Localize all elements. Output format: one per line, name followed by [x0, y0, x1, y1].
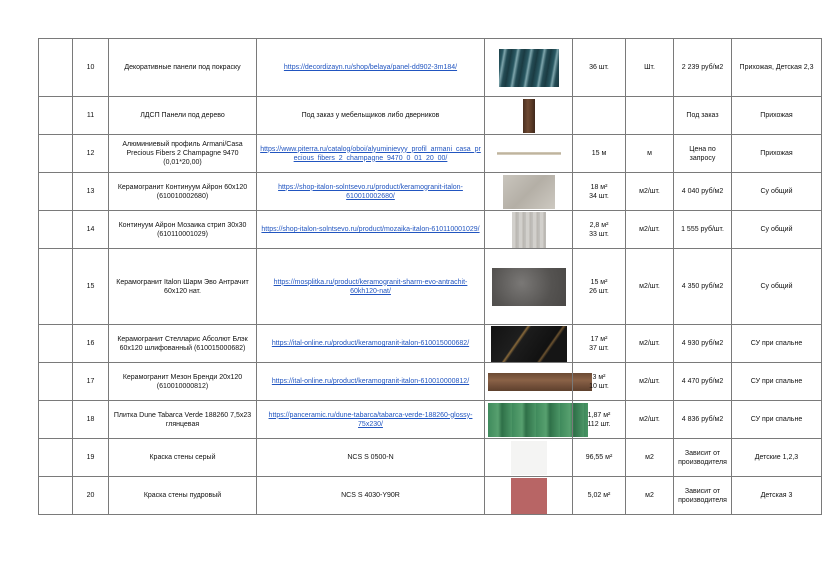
- blank-cell: [39, 439, 73, 477]
- link-cell: [257, 439, 485, 477]
- row-number: 10: [73, 39, 109, 97]
- price-cell: 2 239 руб/м2: [674, 39, 732, 97]
- quantity-line: 34 шт.: [589, 192, 609, 200]
- table-row: [39, 325, 822, 363]
- material-name: Декоративные панели под покраску: [109, 39, 257, 97]
- quantity-cell: [573, 325, 626, 363]
- aluminium-profile-swatch: [497, 152, 561, 155]
- swatch-cell: [485, 325, 573, 363]
- quantity-line: 96,55 м²: [585, 454, 613, 461]
- quantity-line: 10 шт.: [589, 382, 609, 390]
- material-name: Алюминиевый профиль Armani/Casa Precious Fibers 2 Champagne 9470 (0,01*20,00): [109, 135, 257, 173]
- material-name: Краска стены серый: [109, 439, 257, 477]
- blank-cell: [39, 135, 73, 173]
- material-name: Керамогранит Мезон Бренди 20х120 (610010000812): [109, 363, 257, 401]
- quantity-line: 112 шт.: [587, 420, 611, 428]
- price-cell: 1 555 руб/шт.: [674, 211, 732, 249]
- swatch-cell: [485, 401, 573, 439]
- link-cell[interactable]: [257, 401, 485, 439]
- product-link[interactable]: https://decordizayn.ru/shop/belaya/panel-dd902-3m184/: [283, 64, 458, 71]
- room-cell: Детские 1,2,3: [732, 439, 822, 477]
- quantity-cell: [573, 363, 626, 401]
- table-row: [39, 249, 822, 325]
- room-cell: Прихожая: [732, 97, 822, 135]
- link-cell: [257, 477, 485, 515]
- table-row: [39, 97, 822, 135]
- material-name: Керамогранит Italon Шарм Эво Антрачит 60х120 нат.: [109, 249, 257, 325]
- room-cell: СУ при спальне: [732, 363, 822, 401]
- blank-cell: [39, 39, 73, 97]
- unit-cell: м2: [626, 439, 674, 477]
- material-name: Керамогранит Континуум Айрон 60х120 (610010002680): [109, 173, 257, 211]
- link-cell[interactable]: [257, 325, 485, 363]
- material-name: Краска стены пудровый: [109, 477, 257, 515]
- product-link[interactable]: https://shop-italon-solntsevo.ru/product/keramogranit-italon-610010002680/: [278, 183, 463, 200]
- wood-panel-swatch: [523, 99, 535, 133]
- swatch-cell: [485, 477, 573, 515]
- price-cell: 4 836 руб/м2: [674, 401, 732, 439]
- price-cell: 4 040 руб/м2: [674, 173, 732, 211]
- swatch-cell: [485, 363, 573, 401]
- table-row: [39, 477, 822, 515]
- table-row: [39, 173, 822, 211]
- quantity-line: 33 шт.: [589, 230, 609, 238]
- swatch-cell: [485, 211, 573, 249]
- row-number: 16: [73, 325, 109, 363]
- table-row: [39, 401, 822, 439]
- blank-cell: [39, 249, 73, 325]
- quantity-cell: [573, 135, 626, 173]
- blank-cell: [39, 211, 73, 249]
- quantity-cell: [573, 401, 626, 439]
- row-number: 18: [73, 401, 109, 439]
- anthracite-tile-swatch: [492, 268, 566, 306]
- unit-cell: м2/шт.: [626, 325, 674, 363]
- color-code: NCS S 4030-Y90R: [341, 492, 400, 499]
- quantity-line: 37 шт.: [589, 344, 609, 352]
- material-name: Плитка Dune Tabarca Verde 188260 7,5х23 глянцевая: [109, 401, 257, 439]
- quantity-line: 15 м: [591, 150, 607, 157]
- quantity-line: 5,02 м²: [587, 492, 611, 499]
- link-cell[interactable]: [257, 39, 485, 97]
- material-name: Континуум Айрон Мозаика стрип 30х30 (610110001029): [109, 211, 257, 249]
- room-cell: Прихожая: [732, 135, 822, 173]
- unit-cell: [626, 97, 674, 135]
- order-note: Под заказ у мебельщиков либо дверников: [301, 112, 440, 119]
- swatch-cell: [485, 97, 573, 135]
- swatch-cell: [485, 173, 573, 211]
- quantity-line: 1,87 м²: [587, 411, 611, 419]
- swatch-cell: [485, 135, 573, 173]
- grey-paint-swatch: [511, 441, 547, 475]
- black-marble-swatch: [491, 326, 567, 362]
- price-cell: 4 470 руб/м2: [674, 363, 732, 401]
- link-cell[interactable]: [257, 363, 485, 401]
- quantity-line: 2,8 м²: [589, 221, 609, 229]
- swatch-cell: [485, 249, 573, 325]
- product-link[interactable]: https://ital-online.ru/product/keramogranit-italon-610015000682/: [271, 340, 470, 347]
- product-link[interactable]: https://panceramic.ru/dune-tabarca/tabarca-verde-188260-glossy-75x230/: [268, 411, 473, 428]
- link-cell[interactable]: [257, 211, 485, 249]
- quantity-line: 18 м²: [590, 183, 608, 191]
- unit-cell: Шт.: [626, 39, 674, 97]
- table-row: [39, 439, 822, 477]
- price-cell: Цена по запросу: [674, 135, 732, 173]
- quantity-cell: [573, 477, 626, 515]
- blank-cell: [39, 325, 73, 363]
- unit-cell: м: [626, 135, 674, 173]
- quantity-cell: [573, 173, 626, 211]
- row-number: 14: [73, 211, 109, 249]
- row-number: 19: [73, 439, 109, 477]
- quantity-cell: [573, 39, 626, 97]
- product-link[interactable]: https://www.piterra.ru/catalog/oboi/alyuminievyy_profil_armani_casa_precious_fibers_2_champagne_9470_0_01_20_00/: [260, 145, 481, 162]
- unit-cell: м2/шт.: [626, 363, 674, 401]
- row-number: 11: [73, 97, 109, 135]
- product-link[interactable]: https://ital-online.ru/product/keramogranit-italon-610010000812/: [271, 378, 470, 385]
- price-cell: 4 350 руб/м2: [674, 249, 732, 325]
- material-name: Керамогранит Стелларис Абсолют Блэк 60х120 шлифованный (610015000682): [109, 325, 257, 363]
- quantity-line: 36 шт.: [589, 64, 609, 71]
- unit-cell: м2: [626, 477, 674, 515]
- link-cell[interactable]: [257, 249, 485, 325]
- product-link[interactable]: https://mosplitka.ru/product/keramogranit-sharm-evo-antrachit-60kh120-nat/: [273, 278, 468, 295]
- room-cell: Детская 3: [732, 477, 822, 515]
- row-number: 13: [73, 173, 109, 211]
- quantity-cell: [573, 249, 626, 325]
- price-cell: Зависит от производителя: [674, 477, 732, 515]
- material-name: ЛДСП Панели под дерево: [109, 97, 257, 135]
- table-row: [39, 211, 822, 249]
- unit-cell: м2/шт.: [626, 211, 674, 249]
- room-cell: Су общий: [732, 173, 822, 211]
- pink-paint-swatch: [511, 478, 547, 514]
- table-row: [39, 135, 822, 173]
- swatch-cell: [485, 39, 573, 97]
- product-link[interactable]: https://shop-italon-solntsevo.ru/product/mozaika-italon-610110001029/: [261, 226, 480, 233]
- room-cell: Су общий: [732, 249, 822, 325]
- table-row: [39, 39, 822, 97]
- room-cell: Прихожая, Детская 2,3: [732, 39, 822, 97]
- mosaic-strip-swatch: [512, 212, 546, 248]
- link-cell[interactable]: [257, 135, 485, 173]
- quantity-line: 26 шт.: [589, 287, 609, 295]
- row-number: 15: [73, 249, 109, 325]
- quantity-line: 3 м²: [592, 373, 606, 381]
- blank-cell: [39, 477, 73, 515]
- color-code: NCS S 0500-N: [347, 454, 394, 461]
- quantity-cell: [573, 97, 626, 135]
- room-cell: Су общий: [732, 211, 822, 249]
- stone-tile-swatch: [503, 175, 555, 209]
- link-cell[interactable]: [257, 173, 485, 211]
- quantity-cell: [573, 439, 626, 477]
- link-cell: [257, 97, 485, 135]
- room-cell: СУ при спальне: [732, 325, 822, 363]
- materials-spec-table: [38, 38, 822, 515]
- swatch-cell: [485, 439, 573, 477]
- quantity-line: 15 м²: [590, 278, 608, 286]
- row-number: 20: [73, 477, 109, 515]
- unit-cell: м2/шт.: [626, 173, 674, 211]
- quantity-cell: [573, 211, 626, 249]
- row-number: 17: [73, 363, 109, 401]
- blank-cell: [39, 97, 73, 135]
- wavy-panel-swatch: [499, 49, 559, 87]
- blank-cell: [39, 363, 73, 401]
- unit-cell: м2/шт.: [626, 249, 674, 325]
- quantity-line: 17 м²: [590, 335, 608, 343]
- table-row: [39, 363, 822, 401]
- price-cell: 4 930 руб/м2: [674, 325, 732, 363]
- blank-cell: [39, 173, 73, 211]
- room-cell: СУ при спальне: [732, 401, 822, 439]
- row-number: 12: [73, 135, 109, 173]
- blank-cell: [39, 401, 73, 439]
- price-cell: Под заказ: [674, 97, 732, 135]
- price-cell: Зависит от производителя: [674, 439, 732, 477]
- unit-cell: м2/шт.: [626, 401, 674, 439]
